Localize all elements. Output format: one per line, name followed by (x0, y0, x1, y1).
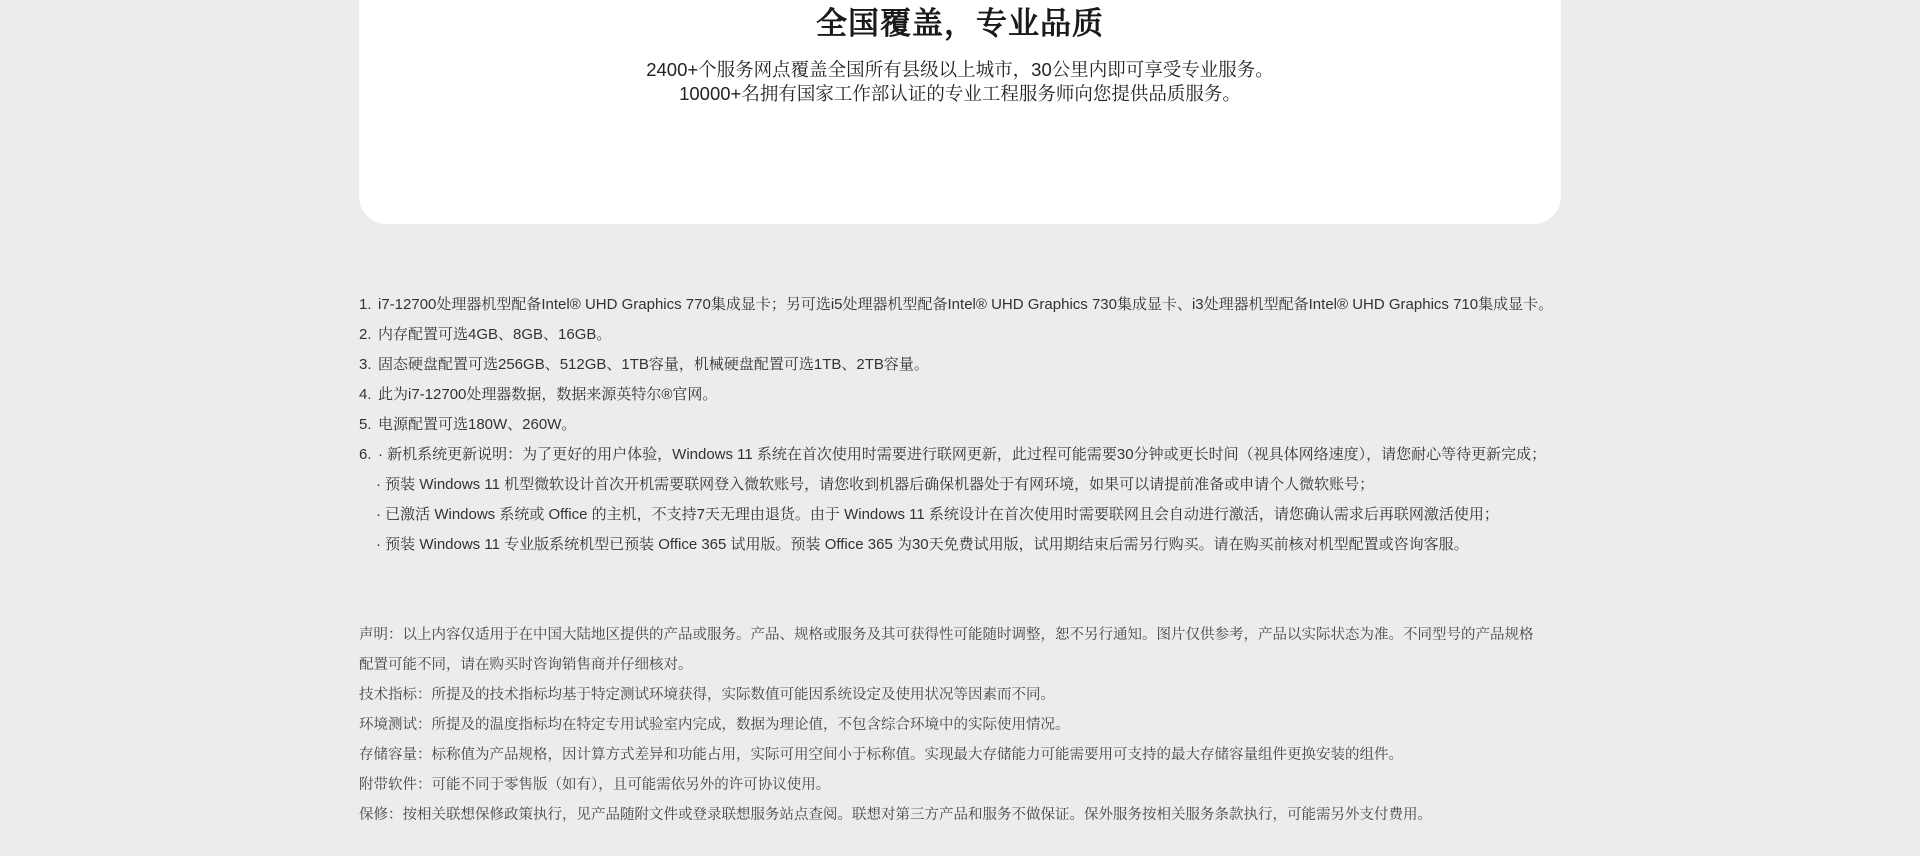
note-number: 5. (359, 416, 372, 433)
note-text: i7-12700处理器机型配备Intel® UHD Graphics 770集成显卡；另可选i5处理器机型配备Intel® UHD Graphics 730集成显卡、i3处理器机型配备Intel® UHD Graphics 710集成显卡。 (378, 296, 1554, 313)
note-text: 内存配置可选4GB、8GB、16GB。 (378, 326, 612, 343)
note-item (359, 410, 1579, 440)
card-title: 全国覆盖，专业品质 (816, 6, 1104, 41)
note-text: 此为i7-12700处理器数据，数据来源英特尔®官网。 (378, 386, 718, 403)
sub-note-item: · 预装 Windows 11 机型微软设计首次开机需要联网登入微软账号，请您收到机器后确保机器处于有网环境，如果可以请提前准备或申请个人微软账号； (376, 476, 1375, 493)
disclaimer-line: 存储容量：标称值为产品规格，因计算方式差异和功能占用，实际可用空间小于标称值。实现最大存储能力可能需要用可支持的最大存储容量组件更换安装的组件。 (359, 747, 1403, 763)
note-item (359, 320, 1579, 350)
note-number: 3. (359, 356, 372, 373)
disclaimer-line: 技术指标：所提及的技术指标均基于特定测试环境获得，实际数值可能因系统设定及使用状况等因素而不同。 (359, 687, 1055, 703)
note-number: 6. (359, 446, 372, 463)
note-number: 1. (359, 296, 372, 313)
spec-notes-list (359, 290, 1579, 560)
note-item (359, 290, 1579, 320)
disclaimer-line: 环境测试：所提及的温度指标均在特定专用试验室内完成，数据为理论值，不包含综合环境中的实际使用情况。 (359, 717, 1070, 733)
sub-note-item: · 预装 Windows 11 专业版系统机型已预装 Office 365 试用版。预装 Office 365 为30天免费试用版，试用期结束后需另行购买。请在购买前核对机型配置或咨询客服。 (376, 536, 1469, 553)
disclaimer-line: 声明：以上内容仅适用于在中国大陆地区提供的产品或服务。产品、规格或服务及其可获得性可能随时调整，恕不另行通知。图片仅供参考，产品以实际状态为准。不同型号的产品规格 (359, 627, 1534, 643)
note-item (359, 440, 1579, 470)
note-item (359, 380, 1579, 410)
service-coverage-card (359, 0, 1561, 224)
disclaimer-line: 附带软件：可能不同于零售版（如有），且可能需依另外的许可协议使用。 (359, 777, 831, 793)
note-number: 2. (359, 326, 372, 343)
card-description-line-2: 10000+名拥有国家工作部认证的专业工程服务师向您提供品质服务。 (679, 83, 1241, 104)
note-item (359, 350, 1579, 380)
note-text: 固态硬盘配置可选256GB、512GB、1TB容量，机械硬盘配置可选1TB、2TB容量。 (378, 356, 929, 373)
note-text: 电源配置可选180W、260W。 (378, 416, 577, 433)
sub-note-item: · 已激活 Windows 系统或 Office 的主机，不支持7天无理由退货。由于 Windows 11 系统设计在首次使用时需要联网且会自动进行激活，请您确认需求后再联网激活使用； (376, 506, 1499, 523)
note-text: · 新机系统更新说明：为了更好的用户体验，Windows 11 系统在首次使用时需要进行联网更新，此过程可能需要30分钟或更长时间（视具体网络速度），请您耐心等待更新完成； (378, 446, 1547, 463)
disclaimer-line: 配置可能不同，请在购买时咨询销售商并仔细核对。 (359, 657, 693, 673)
disclaimer-line: 保修：按相关联想保修政策执行，见产品随附文件或登录联想服务站点查阅。联想对第三方产品和服务不做保证。保外服务按相关服务条款执行，可能需另外支付费用。 (359, 807, 1432, 823)
card-description-line-1: 2400+个服务网点覆盖全国所有县级以上城市，30公里内即可享受专业服务。 (646, 59, 1274, 80)
note-number: 4. (359, 386, 372, 403)
legal-disclaimer (359, 620, 1549, 830)
